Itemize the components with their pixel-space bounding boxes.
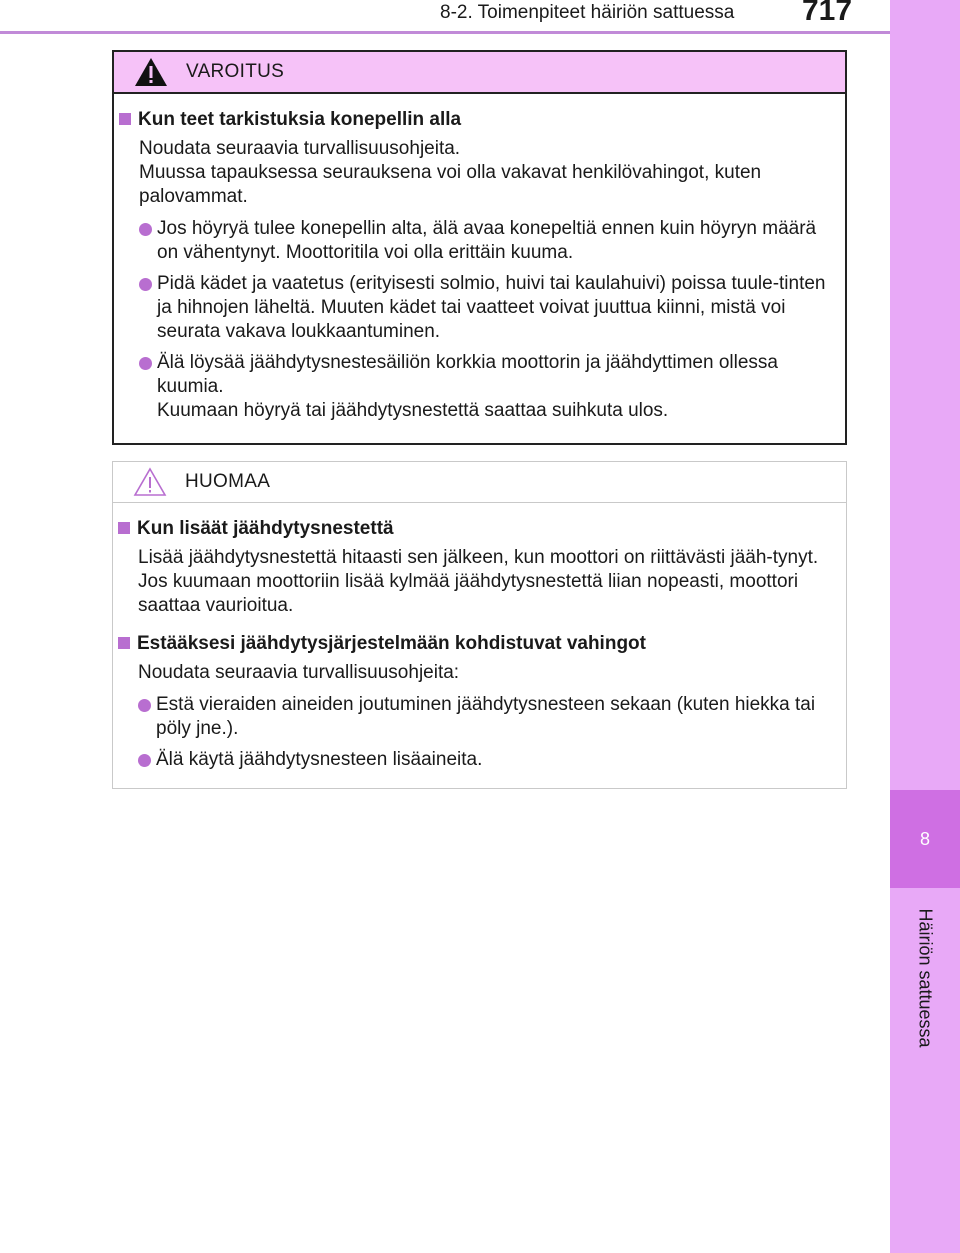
warning-box-body xyxy=(114,94,845,423)
notice-box-body xyxy=(113,503,846,772)
round-bullet-icon xyxy=(139,278,152,291)
bullet-text-line: Jos höyryä tulee konepellin alta, älä avaa konepeltiä ennen kuin höyryn määrä on vähentynyt. Moottoritila voi olla erittäin kuuma. xyxy=(157,218,817,263)
notice-triangle-icon xyxy=(133,467,167,497)
bullet-text-line: Älä käytä jäähdytysnesteen lisäaineita. xyxy=(156,749,483,770)
section-heading xyxy=(118,632,837,656)
section-heading-text: Kun teet tarkistuksia konepellin alla xyxy=(138,109,462,130)
bullet-text-line: Kuumaan höyryä tai jäähdytysnestettä saattaa suihkuta ulos. xyxy=(157,400,669,421)
bullet-item xyxy=(139,217,836,265)
round-bullet-icon xyxy=(138,699,151,712)
bullet-text-line: Älä löysää jäähdytysnestesäiliön korkkia moottorin ja jäähdyttimen ollessa kuumia. xyxy=(157,352,778,397)
section-text-line: Noudata seuraavia turvallisuusohjeita: xyxy=(138,662,460,683)
section-text xyxy=(138,546,837,618)
warning-box-title: VAROITUS xyxy=(186,61,285,82)
header-title: 8-2. Toimenpiteet häiriön sattuessa xyxy=(440,2,735,23)
section-text-line: Noudata seuraavia turvallisuusohjeita. xyxy=(139,138,461,159)
bullet-item xyxy=(139,272,836,344)
side-tab-strip xyxy=(890,0,960,1253)
bullet-text-line: Pidä kädet ja vaatetus (erityisesti solmio, huivi tai kaulahuivi) poissa tuule-tinten ja hihnojen läheltä. Muuten kädet tai vaatteet voivat juuttua kiinni, mistä voi seurata vakava loukkaantuminen. xyxy=(157,273,826,342)
side-tab-chapter-number[interactable]: 8 xyxy=(890,790,960,888)
notice-box-header xyxy=(113,462,846,503)
bullet-text xyxy=(156,693,837,741)
section-heading xyxy=(119,108,836,132)
bullet-item xyxy=(138,748,837,772)
square-bullet-icon xyxy=(118,522,130,534)
section-heading-text: Estääksesi jäähdytysjärjestelmään kohdistuvat vahingot xyxy=(137,633,646,654)
header-rule xyxy=(0,31,890,34)
section-heading-text: Kun lisäät jäähdytysnestettä xyxy=(137,518,394,539)
warning-triangle-icon xyxy=(134,57,168,87)
section-text-line: Lisää jäähdytysnestettä hitaasti sen jälkeen, kun moottori on riittävästi jääh-tynyt. Jos kuumaan moottoriin lisää kylmää jäähdytysnestettä liian nopeasti, moottori saattaa vaurioitua. xyxy=(138,547,819,616)
warning-box xyxy=(112,50,847,445)
bullet-text xyxy=(157,272,836,344)
square-bullet-icon xyxy=(119,113,131,125)
side-tab-label: Häiriön sattuessa xyxy=(915,908,936,1048)
bullet-text xyxy=(157,351,836,423)
section-text-line: Muussa tapauksessa seurauksena voi olla vakavat henkilövahingot, kuten palovammat. xyxy=(139,162,762,207)
warning-box-header xyxy=(114,52,845,94)
round-bullet-icon xyxy=(139,357,152,370)
round-bullet-icon xyxy=(139,223,152,236)
notice-box xyxy=(112,461,847,789)
page-number: 717 xyxy=(802,0,853,27)
round-bullet-icon xyxy=(138,754,151,767)
notice-box-title: HUOMAA xyxy=(185,471,271,492)
section-text xyxy=(139,137,836,209)
bullet-text xyxy=(156,748,837,772)
square-bullet-icon xyxy=(118,637,130,649)
bullet-text-line: Estä vieraiden aineiden joutuminen jäähdytysnesteen sekaan (kuten hiekka tai pöly jne.). xyxy=(156,694,816,739)
section-text xyxy=(138,661,837,685)
bullet-item xyxy=(139,351,836,423)
section-heading xyxy=(118,517,837,541)
bullet-item xyxy=(138,693,837,741)
bullet-text xyxy=(157,217,836,265)
